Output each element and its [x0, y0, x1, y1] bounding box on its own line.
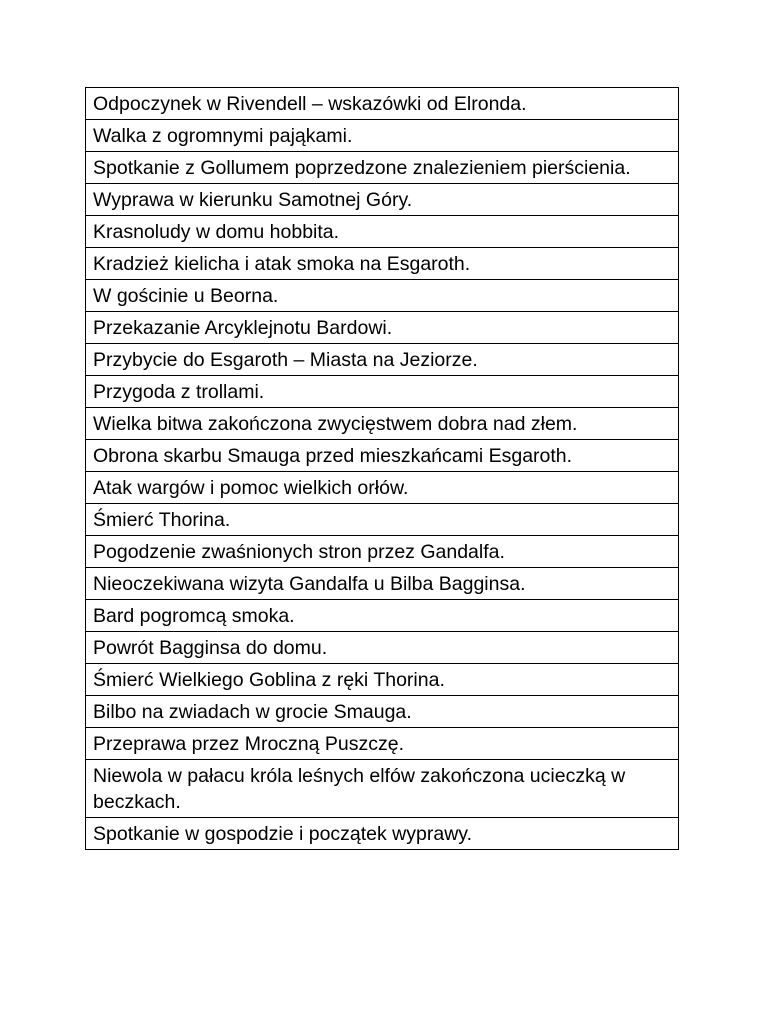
event-cell: Spotkanie z Gollumem poprzedzone znalezieniem pierścienia. [86, 152, 679, 184]
table-row [86, 88, 679, 120]
table-row [86, 632, 679, 664]
event-cell: Obrona skarbu Smauga przed mieszkańcami Esgaroth. [86, 440, 679, 472]
table-row [86, 504, 679, 536]
table-row [86, 818, 679, 850]
event-cell: Przekazanie Arcyklejnotu Bardowi. [86, 312, 679, 344]
table-row [86, 472, 679, 504]
table-row [86, 216, 679, 248]
table-row [86, 760, 679, 818]
table-row [86, 280, 679, 312]
event-cell: Pogodzenie zwaśnionych stron przez Gandalfa. [86, 536, 679, 568]
event-cell: Wyprawa w kierunku Samotnej Góry. [86, 184, 679, 216]
event-cell: Niewola w pałacu króla leśnych elfów zakończona ucieczką w beczkach. [86, 760, 679, 818]
events-table [85, 87, 679, 850]
event-cell: Śmierć Thorina. [86, 504, 679, 536]
event-cell: Przybycie do Esgaroth – Miasta na Jeziorze. [86, 344, 679, 376]
event-cell: Bilbo na zwiadach w grocie Smauga. [86, 696, 679, 728]
event-cell: Atak wargów i pomoc wielkich orłów. [86, 472, 679, 504]
table-row [86, 248, 679, 280]
table-row [86, 536, 679, 568]
table-row [86, 152, 679, 184]
event-cell: Nieoczekiwana wizyta Gandalfa u Bilba Bagginsa. [86, 568, 679, 600]
event-cell: Wielka bitwa zakończona zwycięstwem dobra nad złem. [86, 408, 679, 440]
event-cell: Powrót Bagginsa do domu. [86, 632, 679, 664]
event-cell: Przeprawa przez Mroczną Puszczę. [86, 728, 679, 760]
table-row [86, 728, 679, 760]
event-cell: Krasnoludy w domu hobbita. [86, 216, 679, 248]
table-row [86, 568, 679, 600]
event-cell: Walka z ogromnymi pająkami. [86, 120, 679, 152]
table-row [86, 664, 679, 696]
event-cell: Bard pogromcą smoka. [86, 600, 679, 632]
event-cell: Śmierć Wielkiego Goblina z ręki Thorina. [86, 664, 679, 696]
table-row [86, 120, 679, 152]
table-row [86, 376, 679, 408]
table-row [86, 440, 679, 472]
event-cell: W gościnie u Beorna. [86, 280, 679, 312]
table-row [86, 408, 679, 440]
event-cell: Odpoczynek w Rivendell – wskazówki od Elronda. [86, 88, 679, 120]
events-table-body [86, 88, 679, 850]
event-cell: Spotkanie w gospodzie i początek wyprawy. [86, 818, 679, 850]
event-cell: Kradzież kielicha i atak smoka na Esgaroth. [86, 248, 679, 280]
event-cell: Przygoda z trollami. [86, 376, 679, 408]
table-row [86, 600, 679, 632]
table-row [86, 696, 679, 728]
table-row [86, 184, 679, 216]
table-row [86, 312, 679, 344]
table-row [86, 344, 679, 376]
